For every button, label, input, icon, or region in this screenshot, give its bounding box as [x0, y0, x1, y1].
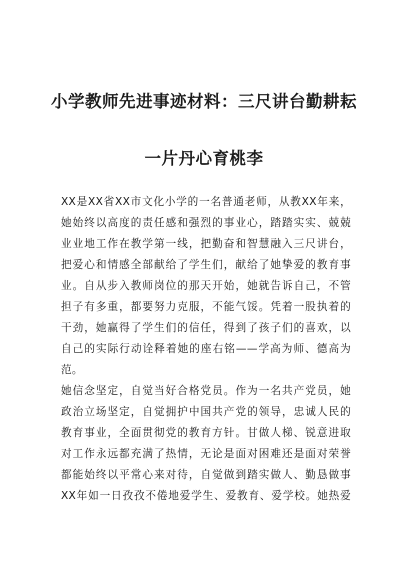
- document-subtitle: 一片丹心育桃李: [144, 149, 264, 168]
- body-line: 担子有多重，都要努力克服，不能气馁。凭着一股执着的: [61, 301, 351, 313]
- body-line: 把爱心和情感全部献给了学生们，献给了她挚爱的教育事: [61, 259, 351, 271]
- body-line: 都能始终以平常心来对待，自觉做到踏实做人、勤恳做事: [61, 469, 351, 481]
- body-line: 政治立场坚定，自觉拥护中国共产党的领导，忠诚人民的: [61, 406, 351, 418]
- document-title: 小学教师先进事迹材料：三尺讲台勤耕耘: [51, 92, 357, 111]
- body-line: 教育事业，全面贯彻党的教育方针。甘做人梯、锐意进取: [61, 427, 351, 439]
- body-line: 范。: [61, 364, 83, 376]
- body-line: 对工作永远都充满了热情，无论是面对困难还是面对荣誉: [61, 448, 351, 460]
- body-line: 业业地工作在教学第一线，把勤奋和智慧融入三尺讲台，: [61, 238, 351, 250]
- body-line: 干劲，她赢得了学生们的信任，得到了孩子们的喜欢，以: [61, 322, 351, 334]
- body-line: XX年如一日孜孜不倦地爱学生、爱教育、爱学校。她热爱: [61, 490, 351, 502]
- body-line: 自己的实际行动诠释着她的座右铭——学高为师、德高为: [61, 343, 351, 355]
- document-body: [61, 192, 351, 507]
- body-line: 业。自从步入教师岗位的那天开始，她就告诉自己，不管: [61, 280, 351, 292]
- body-line: 她始终以高度的责任感和强烈的事业心，踏踏实实、兢兢: [61, 217, 351, 229]
- body-line: 她信念坚定，自觉当好合格党员。作为一名共产党员，她: [61, 385, 351, 397]
- body-line: XX是XX省XX市文化小学的一名普通老师，从教XX年来，: [61, 196, 351, 208]
